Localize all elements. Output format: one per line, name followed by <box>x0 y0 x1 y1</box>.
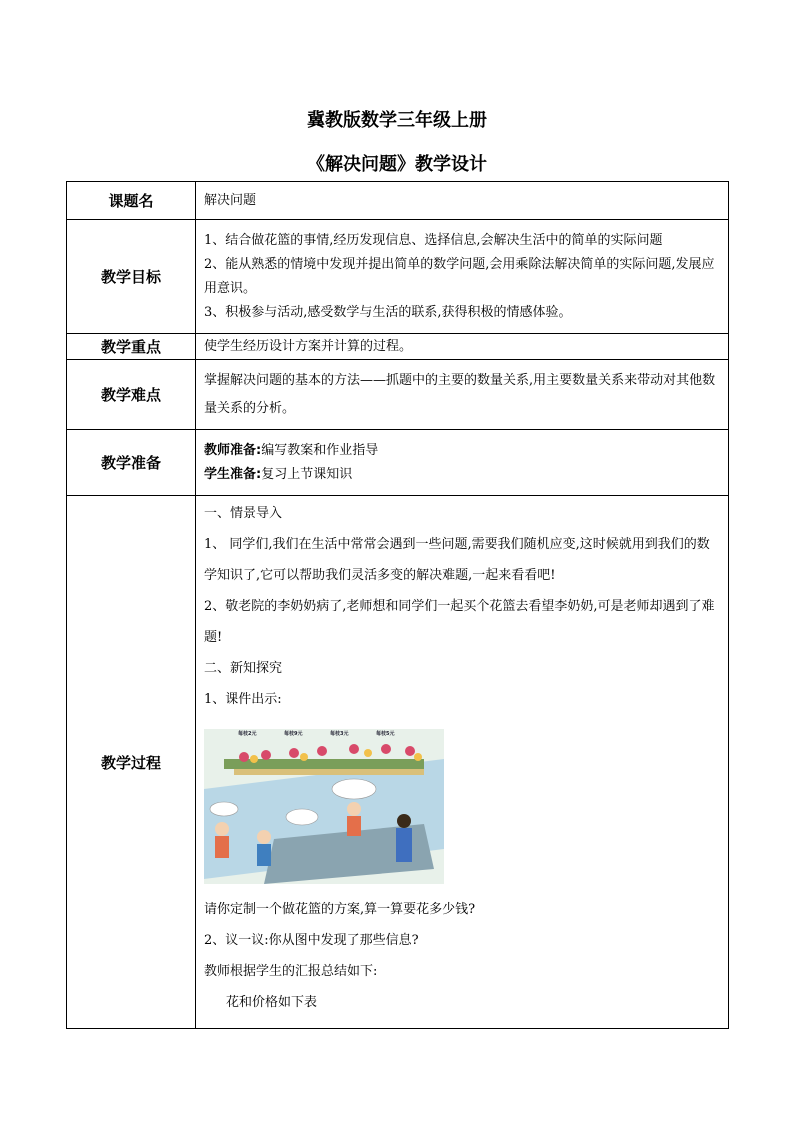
teacher-prep-value: 编写教案和作业指导 <box>261 442 379 458</box>
price-tag: 每枝9元 <box>284 731 303 737</box>
flower-shop-illustration <box>204 729 444 884</box>
table-row <box>67 182 729 220</box>
process-paragraph: 教师根据学生的汇报总结如下: <box>204 964 378 979</box>
goal-item: 3、积极参与活动,感受数学与生活的联系,获得积极的情感体验。 <box>204 304 572 320</box>
table-row <box>67 220 729 334</box>
key-value: 使学生经历设计方案并计算的过程。 <box>196 334 729 360</box>
goal-item: 1、结合做花篮的事情,经历发现信息、选择信息,会解决生活中的简单的实际问题 <box>204 232 663 248</box>
goals-content <box>196 220 729 334</box>
process-section-heading: 一、情景导入 <box>204 506 283 521</box>
document-subtitle: 《解决问题》教学设计 <box>307 154 487 175</box>
table-row <box>67 496 729 1029</box>
document-title: 冀教版数学三年级上册 <box>307 110 487 131</box>
process-section-heading: 二、新知探究 <box>204 661 283 676</box>
goal-item: 2、能从熟悉的情境中发现并提出简单的数学问题,会用乘除法解决简单的实际问题,发展应用意识。 <box>204 256 715 296</box>
difficulty-value: 掌握解决问题的基本的方法——抓题中的主要的数量关系,用主要数量关系来带动对其他数量关系的分析。 <box>196 360 729 430</box>
process-paragraph: 花和价格如下表 <box>226 995 318 1010</box>
topic-label: 课题名 <box>67 182 196 220</box>
prep-content <box>196 430 729 496</box>
price-tag: 每枝3元 <box>330 731 349 737</box>
price-tag: 每枝5元 <box>376 731 395 737</box>
process-paragraph: 1、课件出示: <box>204 692 282 707</box>
table-row <box>67 334 729 360</box>
process-paragraph: 1、 同学们,我们在生活中常常会遇到一些问题,需要我们随机应变,这时候就用到我们的数学知识了,它可以帮助我们灵活多变的解决难题,一起来看看吧! <box>204 537 710 583</box>
prep-label: 教学准备 <box>67 430 196 496</box>
teacher-prep-label: 教师准备: <box>204 442 262 458</box>
table-row <box>67 430 729 496</box>
process-paragraph: 请你定制一个做花篮的方案,算一算要花多少钱? <box>204 902 476 917</box>
process-content <box>196 496 729 1029</box>
key-label: 教学重点 <box>67 334 196 360</box>
lesson-plan-table <box>66 181 729 1029</box>
process-paragraph: 2、议一议:你从图中发现了那些信息? <box>204 933 419 948</box>
process-paragraph: 2、敬老院的李奶奶病了,老师想和同学们一起买个花篮去看望李奶奶,可是老师却遇到了难题! <box>204 599 715 645</box>
difficulty-label: 教学难点 <box>67 360 196 430</box>
goals-label: 教学目标 <box>67 220 196 334</box>
topic-value: 解决问题 <box>196 182 729 220</box>
table-row <box>67 360 729 430</box>
process-label: 教学过程 <box>67 496 196 1029</box>
student-prep-value: 复习上节课知识 <box>261 466 353 482</box>
price-tag: 每枝2元 <box>238 731 257 737</box>
student-prep-label: 学生准备: <box>204 466 262 482</box>
